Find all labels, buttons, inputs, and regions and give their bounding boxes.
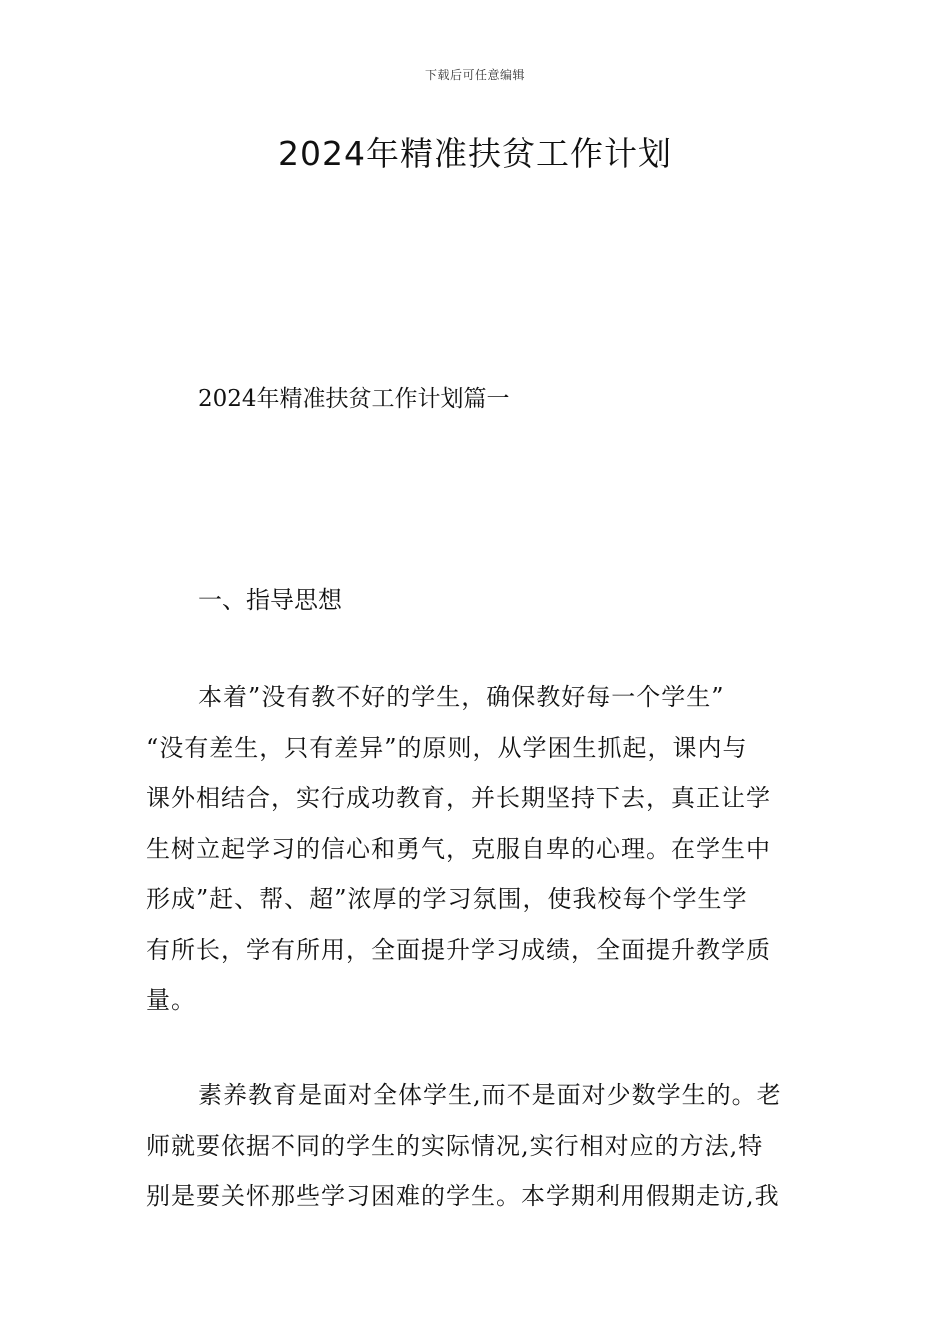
paragraph-line: 有所长，学有所用，全面提升学习成绩，全面提升教学质	[146, 935, 771, 964]
paragraph-1	[146, 672, 806, 1026]
paragraph-line: 别是要关怀那些学习困难的学生。本学期利用假期走访,我	[146, 1182, 780, 1210]
header-note: 下载后可任意编辑	[424, 68, 525, 82]
paragraph-line: 形成”赶、帮、超”浓厚的学习氛围，使我校每个学生学	[146, 885, 748, 913]
document-title: 2024年精准扶贫工作计划	[278, 134, 672, 173]
paragraph-line: 师就要依据不同的学生的实际情况,实行相对应的方法,特	[146, 1131, 764, 1160]
paragraph-line: 生树立起学习的信心和勇气，克服自卑的心理。在学生中	[146, 834, 771, 863]
paragraph-line: “没有差生，只有差异”的原则，从学困生抓起，课内与	[146, 733, 748, 762]
paragraph-line: 素养教育是面对全体学生,而不是面对少数学生的。老	[198, 1081, 782, 1109]
document-subtitle: 2024年精准扶贫工作计划篇一	[198, 386, 510, 412]
paragraph-2	[146, 1070, 806, 1222]
paragraph-line: 课外相结合，实行成功教育，并长期坚持下去，真正让学	[146, 784, 771, 812]
section-heading: 一、指导思想	[198, 586, 342, 614]
paragraph-line: 本着”没有教不好的学生，确保教好每一个学生”	[198, 683, 725, 711]
paragraph-line: 量。	[146, 986, 196, 1014]
